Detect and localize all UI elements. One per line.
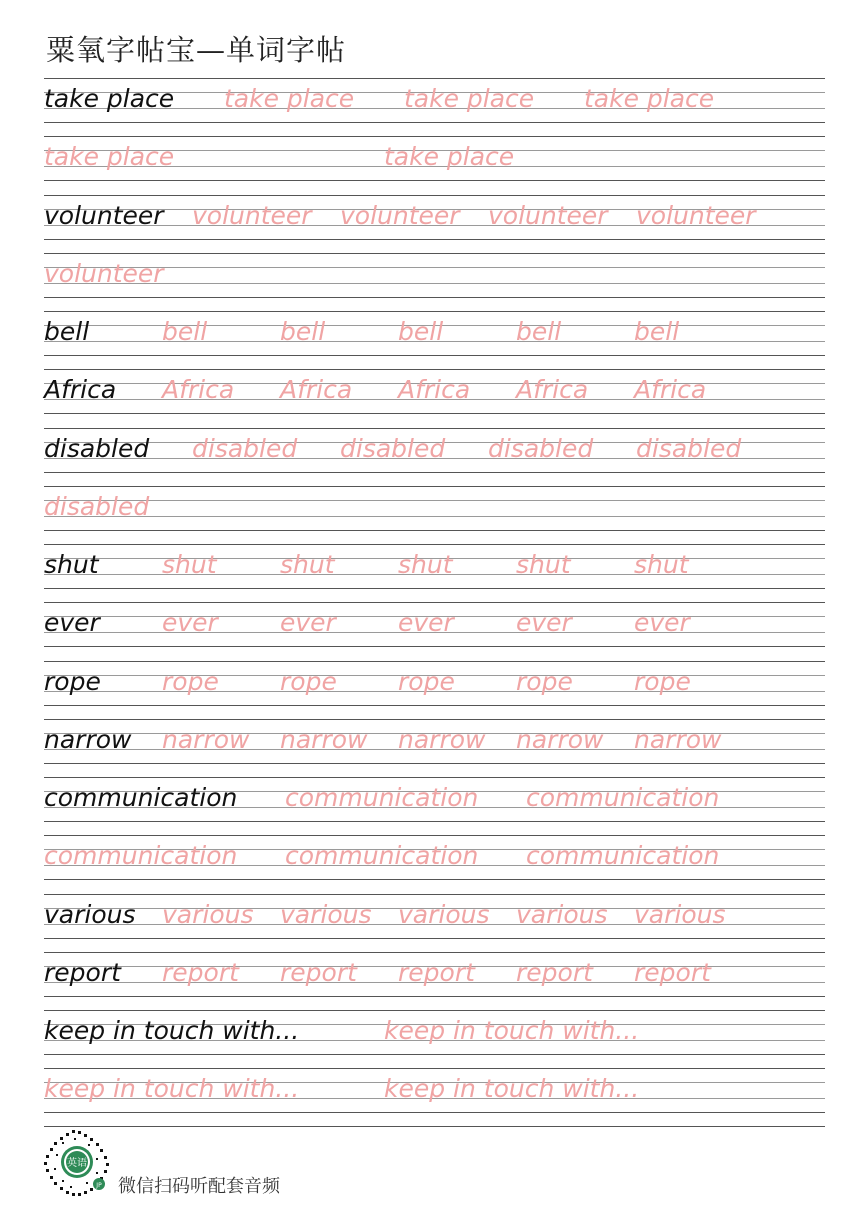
practice-row [0,894,868,952]
practice-row [0,78,868,136]
ruled-line [44,122,825,123]
ruled-line [44,1054,825,1055]
model-word: disabled [44,433,150,463]
practice-row [0,428,868,486]
ruled-line [44,1068,825,1069]
trace-word: keep in touch with... [44,1074,300,1104]
trace-word: Africa [398,375,471,405]
trace-word: narrow [162,724,250,754]
trace-word: take place [404,84,535,113]
trace-word: various [634,899,726,929]
practice-row [0,661,868,719]
trace-word: shut [398,550,453,579]
practice-row [0,602,868,660]
ruled-line [44,253,825,254]
trace-word: narrow [634,724,722,754]
ruled-line [44,646,825,647]
ruled-line [44,297,825,298]
ruled-line [44,938,825,939]
ruled-line [44,311,825,312]
practice-row [0,195,868,253]
trace-word: take place [224,84,355,113]
trace-word: rope [634,666,691,696]
trace-word: communication [285,783,479,812]
trace-word: rope [398,666,455,696]
trace-word: Africa [516,375,589,405]
practice-row [0,952,868,1010]
trace-word: bell [516,317,562,346]
model-word: take place [44,84,175,113]
trace-word: report [280,957,357,987]
trace-word: rope [280,666,337,696]
trace-word: report [162,957,239,987]
scan-hint: 微信扫码听配套音频 [118,1176,280,1197]
trace-word: bell [280,317,326,346]
ruled-line [44,1010,825,1011]
ruled-line [44,996,825,997]
ruled-line [44,500,825,501]
ruled-line [44,1126,825,1127]
practice-row [0,1068,868,1126]
trace-word: narrow [398,724,486,754]
trace-word: Africa [634,375,707,405]
ruled-line [44,195,825,196]
trace-word: report [516,957,593,987]
ruled-line [44,428,825,429]
ruled-line [44,180,825,181]
practice-row [0,486,868,544]
ruled-line [44,136,825,137]
ruled-line [44,879,825,880]
ruled-line [44,544,825,545]
ruled-line [44,486,825,487]
trace-word: rope [516,666,573,696]
trace-word: communication [44,841,238,871]
ruled-line [44,763,825,764]
trace-word: shut [162,550,217,579]
trace-word: shut [634,550,689,579]
trace-word: bell [162,317,208,346]
trace-word: communication [526,783,720,812]
practice-row [0,136,868,194]
trace-word: various [162,899,254,929]
model-word: communication [44,783,238,812]
ruled-line [44,516,825,517]
trace-word: shut [280,550,335,579]
practice-row [0,253,868,311]
trace-word: disabled [44,491,150,521]
ruled-line [44,894,825,895]
qr-code-icon[interactable] [42,1128,112,1198]
model-word: narrow [44,724,132,754]
trace-word: report [634,957,711,987]
trace-word: bell [398,317,444,346]
trace-word: disabled [488,433,594,463]
trace-word: disabled [192,433,298,463]
model-word: rope [44,666,101,696]
ruled-line [44,1112,825,1113]
trace-word: take place [384,142,515,172]
trace-word: ever [516,608,572,638]
trace-word: various [516,899,608,929]
model-word: various [44,899,136,929]
ruled-line [44,705,825,706]
trace-word: take place [44,142,175,172]
practice-row [0,311,868,369]
trace-word: ever [634,608,690,638]
trace-word: communication [285,841,479,871]
practice-row [0,1010,868,1068]
trace-word: narrow [280,724,368,754]
ruled-line [44,369,825,370]
ruled-line [44,821,825,822]
model-word: keep in touch with... [44,1016,300,1045]
trace-word: Africa [280,375,353,405]
trace-word: volunteer [340,200,460,230]
practice-row [0,835,868,893]
model-word: report [44,957,121,987]
trace-word: various [398,899,490,929]
trace-word: ever [162,608,218,638]
ruled-line [44,472,825,473]
trace-word: various [280,899,372,929]
model-word: shut [44,550,99,579]
trace-word: take place [584,84,715,113]
ruled-line [44,952,825,953]
ruled-line [44,719,825,720]
trace-word: disabled [340,433,446,463]
practice-row [0,544,868,602]
page-title: 粟氧字帖宝—单词字帖 [46,33,347,67]
model-word: volunteer [44,200,164,230]
practice-row [0,777,868,835]
ruled-line [44,239,825,240]
ruled-line [44,777,825,778]
trace-word: keep in touch with... [384,1016,640,1045]
trace-word: keep in touch with... [384,1074,640,1104]
practice-row [0,719,868,777]
trace-word: bell [634,317,680,346]
ruled-line [44,661,825,662]
trace-word: disabled [636,433,742,463]
trace-word: communication [526,841,720,871]
trace-word: ever [398,608,454,638]
practice-row [0,369,868,427]
trace-word: narrow [516,724,604,754]
qr-badge-label: 英语 [67,1158,87,1169]
qr-small-label: JP [96,1182,102,1189]
ruled-line [44,602,825,603]
ruled-line [44,78,825,79]
trace-word: volunteer [44,258,164,288]
model-word: bell [44,317,90,346]
model-word: Africa [44,375,117,405]
trace-word: volunteer [192,200,312,230]
ruled-line [44,355,825,356]
ruled-line [44,588,825,589]
trace-word: report [398,957,475,987]
trace-word: Africa [162,375,235,405]
trace-word: ever [280,608,336,638]
ruled-line [44,530,825,531]
trace-word: rope [162,666,219,696]
trace-word: volunteer [488,200,608,230]
model-word: ever [44,608,100,638]
ruled-line [44,835,825,836]
trace-word: volunteer [636,200,756,230]
trace-word: shut [516,550,571,579]
ruled-line [44,413,825,414]
